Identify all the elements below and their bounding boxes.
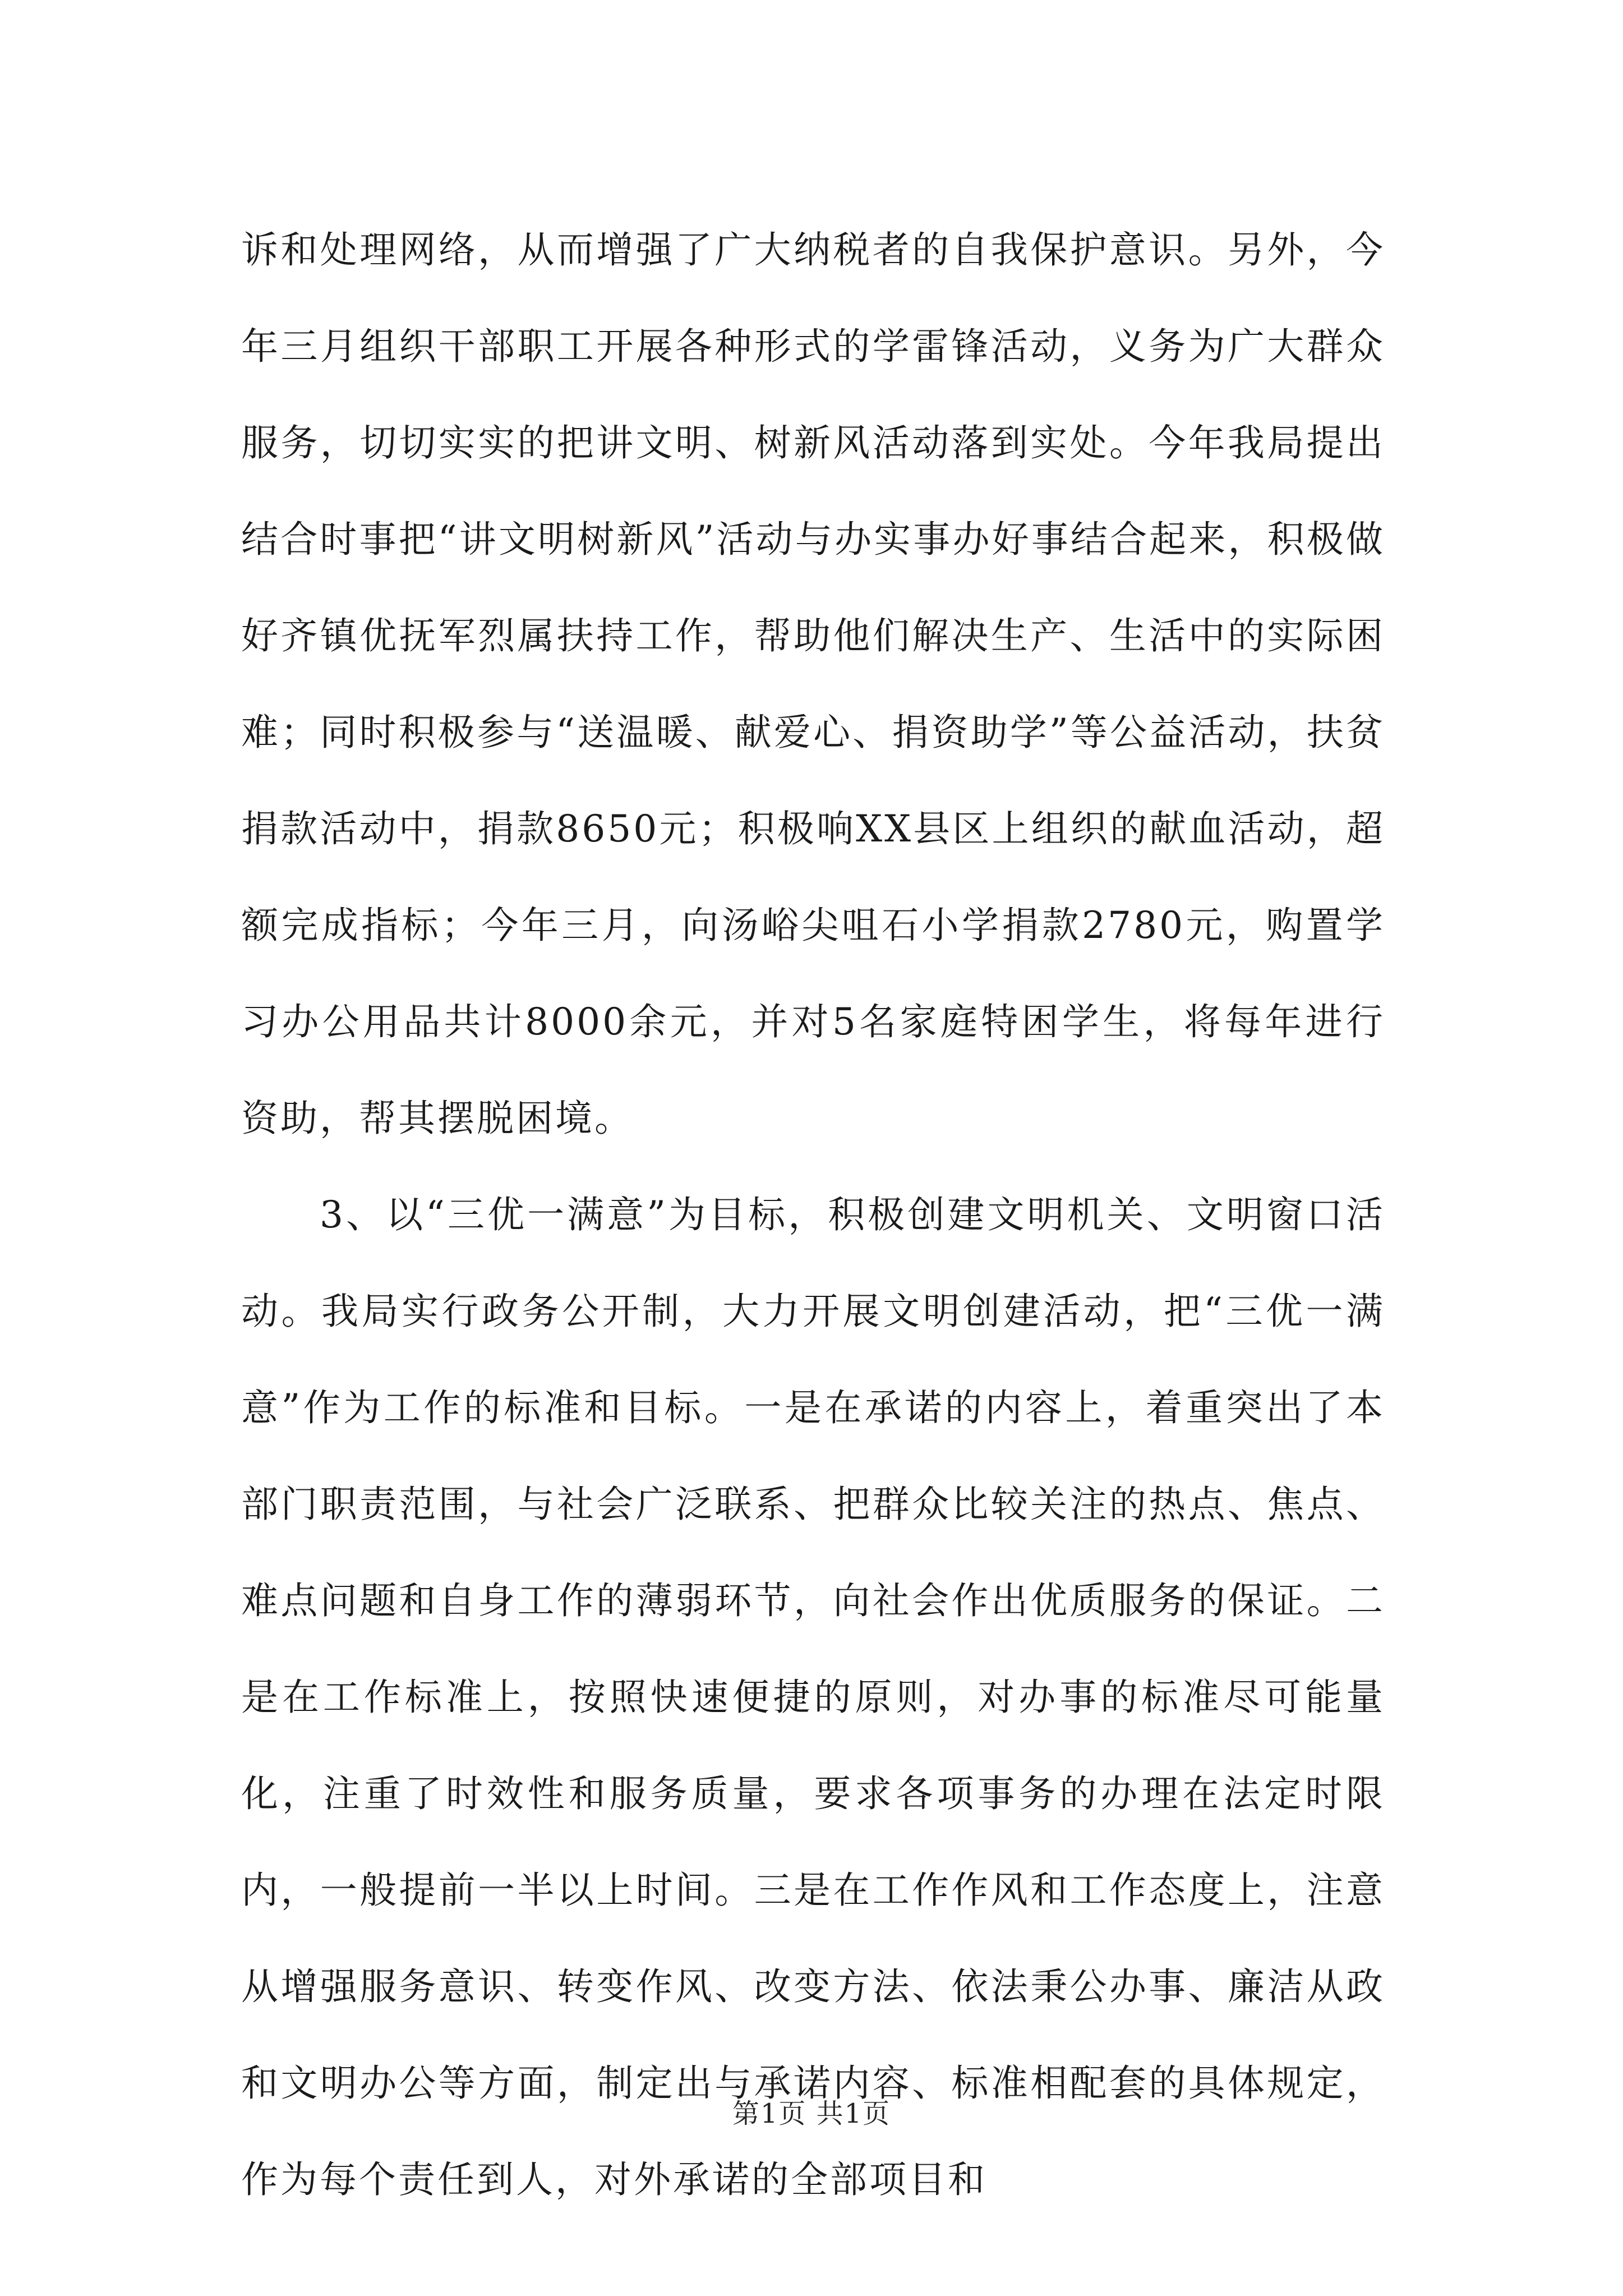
paragraph-1: 诉和处理网络，从而增强了广大纳税者的自我保护意识。另外，今年三月组织干部职工开展各种形式的学雷锋活动，义务为广大群众服务，切切实实的把讲文明、树新风活动落到实处。今年我局提出结合时事把“讲文明树新风”活动与办实事办好事结合起来，积极做好齐镇优抚军烈属扶持工作，帮助他们解决生产、生活中的实际困难；同时积极参与“送温暖、献爱心、捐资助学”等公益活动，扶贫捐款活动中，捐款8650元；积极响XX县区上组织的献血活动，超额完成指标；今年三月，向汤峪尖咀石小学捐款2780元，购置学习办公用品共计8000余元，并对5名家庭特困学生，将每年进行资助，帮其摆脱困境。 (241, 228, 1385, 1140)
document-body (241, 202, 1385, 2228)
page-footer: 第1页 共1页 (732, 2098, 891, 2129)
paragraph-2: 3、以“三优一满意”为目标，积极创建文明机关、文明窗口活动。我局实行政务公开制，大力开展文明创建活动，把“三优一满意”作为工作的标准和目标。一是在承诺的内容上，着重突出了本部门职责范围，与社会广泛联系、把群众比较关注的热点、焦点、难点问题和自身工作的薄弱环节，向社会作出优质服务的保证。二是在工作标准上，按照快速便捷的原则，对办事的标准尽可能量化，注重了时效性和服务质量，要求各项事务的办理在法定时限内，一般提前一半以上时间。三是在工作作风和工作态度上，注意从增强服务意识、转变作风、改变方法、依法秉公办事、廉洁从政和文明办公等方面，制定出与承诺内容、标准相配套的具体规定，作为每个责任到人，对外承诺的全部项目和 (241, 1193, 1385, 2201)
